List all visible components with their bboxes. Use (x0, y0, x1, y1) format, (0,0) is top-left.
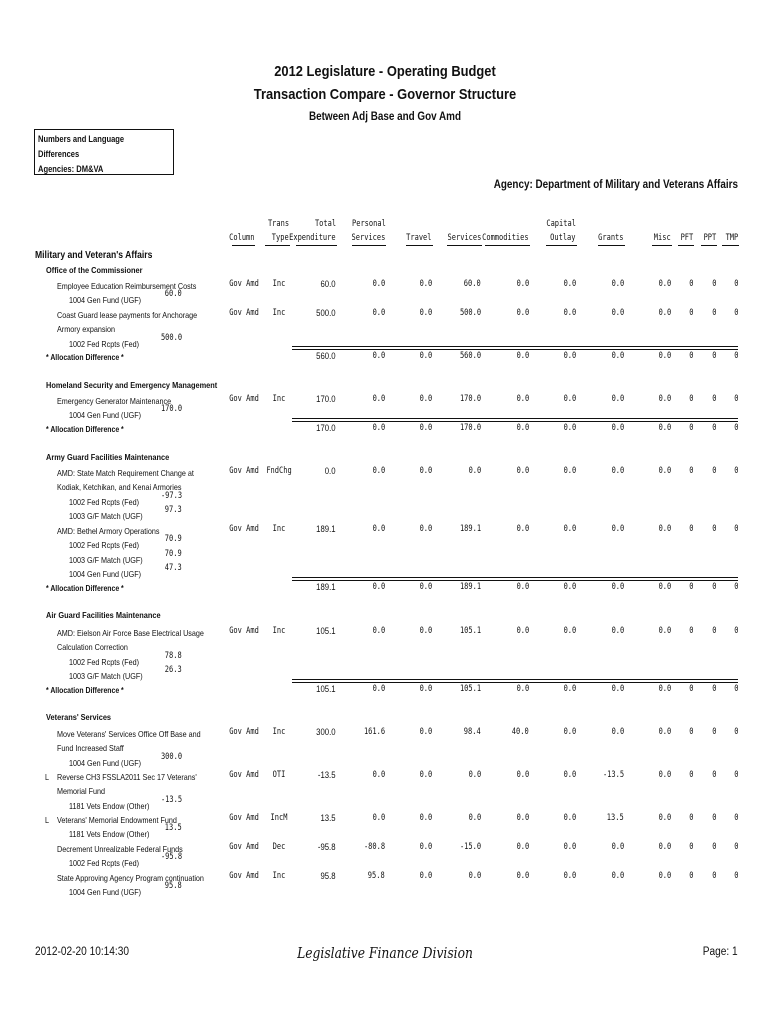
line-item-misc: 0.0 (658, 466, 671, 476)
fund-amount: 13.5 (165, 823, 182, 833)
line-item-capital-outlay: 0.0 (563, 524, 576, 534)
line-item-capital-outlay: 0.0 (563, 279, 576, 289)
footer-page-number: Page: 1 (703, 946, 738, 958)
line-item-grants: 0.0 (611, 308, 624, 318)
report-subtitle: Transaction Compare - Governor Structure (253, 86, 517, 103)
fund-source: 1004 Gen Fund (UGF) (69, 887, 142, 897)
line-item-commodities: 0.0 (516, 842, 529, 852)
allocation-tmp: 0 (733, 351, 738, 361)
line-item-pft: 0 (688, 770, 693, 780)
line-item-capital-outlay: 0.0 (563, 871, 576, 881)
header-total-expenditure-line1: Total (314, 219, 336, 229)
line-item-misc: 0.0 (658, 842, 671, 852)
allocation-commodities: 0.0 (516, 582, 529, 592)
line-item-trans-type: Inc (272, 524, 286, 534)
fund-amount: 300.0 (160, 752, 182, 762)
line-item-commodities: 0.0 (516, 770, 529, 780)
allocation-tmp: 0 (733, 684, 738, 694)
line-item-services: -15.0 (459, 842, 481, 852)
line-item-misc: 0.0 (658, 626, 671, 636)
line-item-column: Gov Amd (229, 279, 259, 289)
fund-amount: 97.3 (165, 505, 182, 515)
line-item-grants: 0.0 (611, 394, 624, 404)
line-item-description: Decrement Unrealizable Federal Funds (57, 844, 183, 854)
allocation-grants: 0.0 (611, 423, 624, 433)
line-item-description-cont: Kodiak, Ketchikan, and Kenai Armories (57, 482, 182, 492)
line-item-tmp: 0 (733, 279, 738, 289)
header-grants-underline (598, 245, 625, 246)
allocation-total: 170.0 (316, 423, 336, 433)
header-total-expenditure: Expenditure (289, 233, 336, 243)
line-item-misc: 0.0 (658, 871, 671, 881)
allocation-capital-outlay: 0.0 (563, 351, 576, 361)
line-item-ppt: 0 (711, 466, 716, 476)
line-item-tmp: 0 (733, 871, 738, 881)
fund-amount: 78.8 (165, 651, 182, 661)
line-item-travel: 0.0 (419, 626, 432, 636)
allocation-services: 189.1 (459, 582, 481, 592)
line-item-tmp: 0 (733, 308, 738, 318)
line-item-pft: 0 (688, 279, 693, 289)
line-item-column: Gov Amd (229, 466, 259, 476)
fund-source: 1002 Fed Rcpts (Fed) (69, 497, 140, 507)
allocation-difference-label: * Allocation Difference * (46, 584, 124, 593)
line-item-services: 0.0 (468, 770, 481, 780)
fund-source: 1181 Vets Endow (Other) (69, 801, 150, 811)
line-item-services: 0.0 (468, 813, 481, 823)
line-item-travel: 0.0 (419, 813, 432, 823)
line-item-grants: 0.0 (611, 842, 624, 852)
header-column-underline (232, 245, 255, 246)
line-item-misc: 0.0 (658, 727, 671, 737)
filter-line-1: Numbers and Language (38, 134, 125, 144)
line-item-description-cont: Fund Increased Staff (57, 743, 124, 753)
fund-amount: 60.0 (165, 289, 182, 299)
allocation-ppt: 0 (711, 684, 716, 694)
line-item-trans-type: Inc (272, 279, 286, 289)
line-item-commodities: 0.0 (516, 466, 529, 476)
line-item-capital-outlay: 0.0 (563, 770, 576, 780)
allocation-travel: 0.0 (419, 351, 432, 361)
component-title: Homeland Security and Emergency Management (46, 380, 218, 390)
line-item-tmp: 0 (733, 813, 738, 823)
line-item-services: 105.1 (459, 626, 481, 636)
line-item-ppt: 0 (711, 871, 716, 881)
line-item-services: 170.0 (459, 394, 481, 404)
fund-amount: 170.0 (160, 404, 182, 414)
allocation-commodities: 0.0 (516, 351, 529, 361)
line-item-description-cont: Calculation Correction (57, 642, 128, 652)
line-item-capital-outlay: 0.0 (563, 466, 576, 476)
line-item-description: AMD: Eielson Air Force Base Electrical Usage (57, 628, 204, 638)
fund-amount: 70.9 (165, 549, 182, 559)
line-item-total: 170.0 (316, 394, 336, 404)
line-item-personal-services: -80.8 (363, 842, 385, 852)
line-item-services: 0.0 (468, 466, 481, 476)
header-trans-type: Type (272, 233, 289, 243)
line-item-personal-services: 0.0 (372, 394, 385, 404)
header-tmp-underline (722, 245, 739, 246)
line-item-description-cont: Memorial Fund (57, 786, 106, 796)
allocation-pft: 0 (688, 351, 693, 361)
allocation-divider (292, 418, 738, 422)
line-item-services: 500.0 (459, 308, 481, 318)
allocation-capital-outlay: 0.0 (563, 582, 576, 592)
line-item-column: Gov Amd (229, 308, 259, 318)
allocation-misc: 0.0 (658, 351, 671, 361)
line-item-commodities: 0.0 (516, 626, 529, 636)
line-item-column: Gov Amd (229, 727, 259, 737)
line-item-grants: 0.0 (611, 871, 624, 881)
line-item-personal-services: 0.0 (372, 626, 385, 636)
header-capital-outlay-underline (546, 245, 577, 246)
allocation-divider (292, 679, 738, 683)
allocation-total: 560.0 (316, 351, 336, 361)
line-item-column: Gov Amd (229, 626, 259, 636)
line-item-description: State Approving Agency Program continuation (57, 873, 204, 883)
line-item-personal-services: 0.0 (372, 466, 385, 476)
allocation-travel: 0.0 (419, 423, 432, 433)
header-ppt: PPT (703, 233, 716, 243)
fund-source: 1002 Fed Rcpts (Fed) (69, 540, 140, 550)
header-tmp: TMP (725, 233, 738, 243)
line-item-column: Gov Amd (229, 813, 259, 823)
line-item-grants: 0.0 (611, 466, 624, 476)
line-item-pft: 0 (688, 466, 693, 476)
line-item-services: 189.1 (459, 524, 481, 534)
line-item-travel: 0.0 (419, 770, 432, 780)
line-item-ppt: 0 (711, 308, 716, 318)
line-item-tmp: 0 (733, 626, 738, 636)
header-capital-outlay: Outlay (550, 233, 576, 243)
header-personal-services-underline (352, 245, 386, 246)
line-item-total: 0.0 (325, 466, 336, 476)
line-item-commodities: 0.0 (516, 394, 529, 404)
allocation-services: 105.1 (459, 684, 481, 694)
line-item-personal-services: 161.6 (363, 727, 385, 737)
line-item-misc: 0.0 (658, 279, 671, 289)
allocation-divider (292, 346, 738, 350)
allocation-ppt: 0 (711, 423, 716, 433)
line-item-pft: 0 (688, 394, 693, 404)
line-item-ppt: 0 (711, 727, 716, 737)
line-item-trans-type: Inc (272, 871, 286, 881)
line-item-total: 60.0 (320, 279, 336, 289)
line-item-pft: 0 (688, 842, 693, 852)
line-item-commodities: 0.0 (516, 308, 529, 318)
line-item-capital-outlay: 0.0 (563, 626, 576, 636)
line-item-tmp: 0 (733, 524, 738, 534)
allocation-capital-outlay: 0.0 (563, 684, 576, 694)
report-scope: Between Adj Base and Gov Amd (308, 111, 462, 123)
line-item-commodities: 40.0 (512, 727, 529, 737)
line-item-personal-services: 0.0 (372, 813, 385, 823)
allocation-pft: 0 (688, 582, 693, 592)
allocation-commodities: 0.0 (516, 423, 529, 433)
line-item-pft: 0 (688, 727, 693, 737)
line-item-travel: 0.0 (419, 466, 432, 476)
line-item-total: 95.8 (320, 871, 336, 881)
line-item-travel: 0.0 (419, 524, 432, 534)
line-item-travel: 0.0 (419, 394, 432, 404)
line-item-pft: 0 (688, 626, 693, 636)
allocation-misc: 0.0 (658, 684, 671, 694)
header-trans-type-line1: Trans (267, 219, 289, 229)
fund-source: 1003 G/F Match (UGF) (69, 555, 143, 565)
line-item-personal-services: 0.0 (372, 279, 385, 289)
allocation-services: 560.0 (459, 351, 481, 361)
allocation-difference-label: * Allocation Difference * (46, 425, 124, 434)
appropriation-title: Military and Veteran's Affairs (35, 250, 153, 261)
line-item-column: Gov Amd (229, 871, 259, 881)
line-item-description-cont: Armory expansion (57, 324, 116, 334)
line-item-total: -95.8 (318, 842, 336, 852)
line-item-ppt: 0 (711, 626, 716, 636)
report-title: 2012 Legislature - Operating Budget (274, 63, 496, 80)
line-item-trans-type: FndChg (266, 466, 292, 476)
fund-source: 1002 Fed Rcpts (Fed) (69, 339, 140, 349)
component-title: Office of the Commissioner (46, 265, 143, 275)
line-item-column: Gov Amd (229, 842, 259, 852)
line-item-services: 0.0 (468, 871, 481, 881)
header-grants: Grants (598, 233, 624, 243)
line-item-misc: 0.0 (658, 813, 671, 823)
line-item-description: Employee Education Reimbursement Costs (57, 281, 197, 291)
line-item-personal-services: 0.0 (372, 524, 385, 534)
line-item-trans-type: Inc (272, 727, 286, 737)
line-item-misc: 0.0 (658, 770, 671, 780)
line-item-tmp: 0 (733, 842, 738, 852)
line-item-tmp: 0 (733, 394, 738, 404)
fund-source: 1003 G/F Match (UGF) (69, 671, 143, 681)
line-item-capital-outlay: 0.0 (563, 394, 576, 404)
fund-source: 1004 Gen Fund (UGF) (69, 295, 142, 305)
line-item-grants: 13.5 (607, 813, 624, 823)
filter-line-2: Differences (38, 149, 80, 159)
line-item-column: Gov Amd (229, 524, 259, 534)
line-item-trans-type: IncM (270, 813, 288, 823)
line-item-total: 13.5 (320, 813, 336, 823)
line-item-total: 105.1 (316, 626, 336, 636)
fund-source: 1003 G/F Match (UGF) (69, 511, 143, 521)
header-pft: PFT (680, 233, 693, 243)
line-item-description: Move Veterans' Services Office Off Base and (57, 729, 201, 739)
allocation-tmp: 0 (733, 423, 738, 433)
header-personal-services-line1: Personal (352, 219, 386, 229)
header-misc: Misc (654, 233, 671, 243)
header-commodities-underline (485, 245, 530, 246)
header-services-underline (447, 245, 482, 246)
line-item-commodities: 0.0 (516, 279, 529, 289)
line-item-travel: 0.0 (419, 308, 432, 318)
component-title: Air Guard Facilities Maintenance (46, 610, 161, 620)
allocation-grants: 0.0 (611, 351, 624, 361)
header-trans-type-underline (265, 245, 290, 246)
line-item-tmp: 0 (733, 466, 738, 476)
line-item-pft: 0 (688, 308, 693, 318)
line-item-total: -13.5 (318, 770, 336, 780)
line-item-capital-outlay: 0.0 (563, 308, 576, 318)
allocation-capital-outlay: 0.0 (563, 423, 576, 433)
line-item-column: Gov Amd (229, 394, 259, 404)
allocation-misc: 0.0 (658, 582, 671, 592)
header-commodities: Commodities (482, 233, 529, 243)
line-item-services: 60.0 (464, 279, 481, 289)
fund-source: 1004 Gen Fund (UGF) (69, 410, 142, 420)
filter-box (34, 129, 174, 175)
fund-source: 1004 Gen Fund (UGF) (69, 569, 142, 579)
allocation-personal-services: 0.0 (372, 351, 385, 361)
fund-amount: 26.3 (165, 665, 182, 675)
allocation-personal-services: 0.0 (372, 582, 385, 592)
allocation-total: 105.1 (316, 684, 336, 694)
line-item-ppt: 0 (711, 394, 716, 404)
fund-amount: -13.5 (160, 795, 182, 805)
fund-source: 1181 Vets Endow (Other) (69, 829, 150, 839)
line-item-commodities: 0.0 (516, 871, 529, 881)
fund-amount: -95.8 (160, 852, 182, 862)
line-item-capital-outlay: 0.0 (563, 842, 576, 852)
line-item-grants: 0.0 (611, 727, 624, 737)
component-title: Army Guard Facilities Maintenance (46, 452, 170, 462)
line-item-commodities: 0.0 (516, 524, 529, 534)
header-pft-underline (678, 245, 694, 246)
allocation-services: 170.0 (459, 423, 481, 433)
line-item-personal-services: 95.8 (368, 871, 385, 881)
fund-amount: 95.8 (165, 881, 182, 891)
line-item-ppt: 0 (711, 842, 716, 852)
line-item-tmp: 0 (733, 727, 738, 737)
line-item-language-marker: L (45, 815, 50, 825)
line-item-misc: 0.0 (658, 394, 671, 404)
fund-amount: 500.0 (160, 333, 182, 343)
line-item-grants: 0.0 (611, 279, 624, 289)
line-item-column: Gov Amd (229, 770, 259, 780)
line-item-travel: 0.0 (419, 279, 432, 289)
line-item-description: Reverse CH3 FSSLA2011 Sec 17 Veterans' (57, 772, 197, 782)
allocation-total: 189.1 (316, 582, 336, 592)
allocation-ppt: 0 (711, 582, 716, 592)
allocation-difference-label: * Allocation Difference * (46, 353, 124, 362)
allocation-personal-services: 0.0 (372, 423, 385, 433)
line-item-pft: 0 (688, 813, 693, 823)
header-ppt-underline (701, 245, 717, 246)
line-item-personal-services: 0.0 (372, 770, 385, 780)
line-item-services: 98.4 (464, 727, 481, 737)
line-item-trans-type: Inc (272, 394, 286, 404)
line-item-language-marker: L (45, 772, 50, 782)
header-total-expenditure-underline (296, 245, 337, 246)
line-item-misc: 0.0 (658, 308, 671, 318)
header-capital-outlay-line1: Capital (546, 219, 576, 229)
fund-amount: 47.3 (165, 563, 182, 573)
header-travel: Travel (406, 233, 432, 243)
line-item-grants: -13.5 (602, 770, 624, 780)
line-item-pft: 0 (688, 524, 693, 534)
fund-source: 1002 Fed Rcpts (Fed) (69, 657, 140, 667)
allocation-commodities: 0.0 (516, 684, 529, 694)
allocation-ppt: 0 (711, 351, 716, 361)
line-item-trans-type: OTI (272, 770, 286, 780)
allocation-tmp: 0 (733, 582, 738, 592)
line-item-ppt: 0 (711, 770, 716, 780)
allocation-divider (292, 577, 738, 581)
filter-line-3: Agencies: DM&VA (38, 164, 104, 174)
line-item-ppt: 0 (711, 813, 716, 823)
line-item-description: Emergency Generator Maintenance (57, 396, 172, 406)
line-item-tmp: 0 (733, 770, 738, 780)
line-item-trans-type: Inc (272, 308, 286, 318)
footer-division: Legislative Finance Division (297, 944, 473, 962)
allocation-grants: 0.0 (611, 684, 624, 694)
line-item-grants: 0.0 (611, 626, 624, 636)
line-item-description: Coast Guard lease payments for Anchorage (57, 310, 198, 320)
line-item-commodities: 0.0 (516, 813, 529, 823)
allocation-personal-services: 0.0 (372, 684, 385, 694)
line-item-description: AMD: Bethel Armory Operations (57, 526, 160, 536)
header-personal-services: Services (351, 233, 385, 243)
line-item-description: AMD: State Match Requirement Change at (57, 468, 194, 478)
line-item-pft: 0 (688, 871, 693, 881)
line-item-travel: 0.0 (419, 871, 432, 881)
line-item-misc: 0.0 (658, 524, 671, 534)
line-item-trans-type: Dec (272, 842, 286, 852)
header-column: Column (229, 233, 255, 243)
agency-label: Agency: Department of Military and Veterans Affairs (493, 179, 738, 191)
line-item-ppt: 0 (711, 279, 716, 289)
line-item-trans-type: Inc (272, 626, 286, 636)
component-title: Veterans' Services (46, 712, 112, 722)
line-item-ppt: 0 (711, 524, 716, 534)
line-item-total: 300.0 (316, 727, 336, 737)
allocation-travel: 0.0 (419, 582, 432, 592)
fund-source: 1002 Fed Rcpts (Fed) (69, 858, 140, 868)
line-item-description: Veterans' Memorial Endowment Fund (57, 815, 177, 825)
line-item-total: 189.1 (316, 524, 336, 534)
line-item-travel: 0.0 (419, 727, 432, 737)
allocation-difference-label: * Allocation Difference * (46, 686, 124, 695)
header-misc-underline (652, 245, 672, 246)
fund-amount: -97.3 (160, 491, 182, 501)
footer-timestamp: 2012-02-20 10:14:30 (35, 946, 129, 958)
line-item-personal-services: 0.0 (372, 308, 385, 318)
fund-amount: 70.9 (165, 534, 182, 544)
line-item-total: 500.0 (316, 308, 336, 318)
allocation-grants: 0.0 (611, 582, 624, 592)
line-item-grants: 0.0 (611, 524, 624, 534)
allocation-misc: 0.0 (658, 423, 671, 433)
allocation-pft: 0 (688, 684, 693, 694)
header-travel-underline (406, 245, 433, 246)
line-item-travel: 0.0 (419, 842, 432, 852)
allocation-travel: 0.0 (419, 684, 432, 694)
line-item-capital-outlay: 0.0 (563, 727, 576, 737)
allocation-pft: 0 (688, 423, 693, 433)
fund-source: 1004 Gen Fund (UGF) (69, 758, 142, 768)
header-services: Services (447, 233, 481, 243)
line-item-capital-outlay: 0.0 (563, 813, 576, 823)
